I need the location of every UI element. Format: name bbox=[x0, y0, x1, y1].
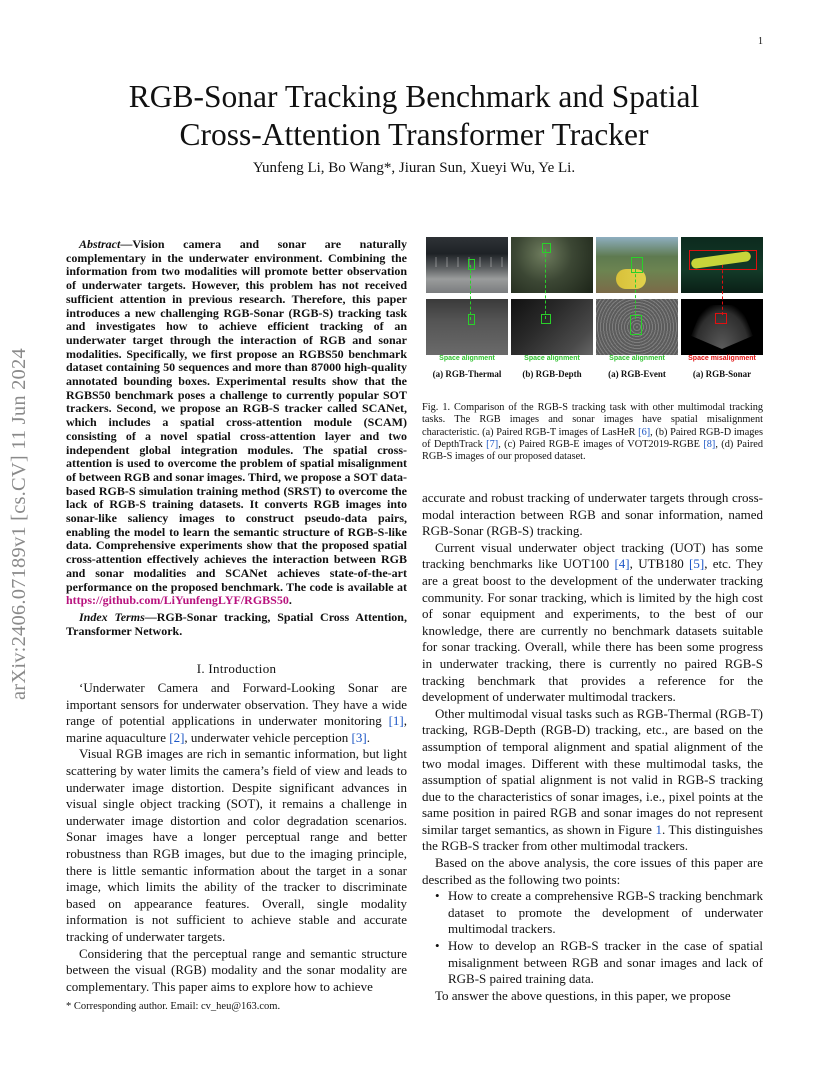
alignment-line bbox=[545, 249, 546, 319]
citation-5[interactable]: [5] bbox=[689, 556, 705, 572]
right-column-body bbox=[422, 490, 763, 1004]
intro-p1-text-d: . bbox=[366, 729, 370, 745]
misalignment-line bbox=[722, 265, 723, 315]
arxiv-identifier: arXiv:2406.07189v1 [cs.CV] 11 Jun 2024 bbox=[8, 348, 30, 700]
caption-text-b: , (b) Paired RGB-D images of DepthTrack bbox=[422, 426, 763, 450]
right-p3-text-b: . This distinguishes the RGB-S tracker from other multimodal trackers. bbox=[422, 821, 763, 854]
abstract bbox=[66, 238, 407, 608]
intro-p1-text-b: , marine aquaculture bbox=[66, 713, 407, 745]
abstract-label: Abstract bbox=[79, 237, 121, 251]
rgb-thermal-rgb-image bbox=[426, 237, 508, 293]
intro-p1-text-c: , underwater vehicle perception bbox=[184, 729, 352, 745]
caption-text-d: , (d) Paired RGB-S images of our proposed dataset. bbox=[422, 438, 763, 463]
index-terms-label: Index Terms bbox=[79, 610, 145, 624]
alignment-line bbox=[470, 265, 471, 320]
thermal-image bbox=[426, 299, 508, 355]
right-paragraph-3 bbox=[422, 706, 763, 855]
citation-6[interactable]: [6] bbox=[638, 426, 651, 438]
right-p3-text-a: Other multimodal visual tasks such as RGB-Thermal (RGB-T) tracking, RGB-Depth (RGB-D) tracking, etc., are based on the assumption of temporal alignment and spatial alignment of the two modal images. Different with these multimodal tasks, the assumption of spatial alignment is not valid in RGB-S tracking due to the characteristics of sonar images, i.e., pixel points at the same position in paired RGB and sonar images do not represent similar target semantics, as shown in Figure bbox=[422, 705, 763, 837]
citation-4[interactable]: [4] bbox=[614, 556, 630, 572]
align-label-1: Space alignment bbox=[439, 355, 495, 362]
align-label-4: Space misalignment bbox=[688, 355, 756, 362]
title-line-1: RGB-Sonar Tracking Benchmark and Spatial bbox=[128, 79, 700, 114]
right-p2-text-b: , UTB180 bbox=[629, 556, 690, 572]
list-item: • How to develop an RGB-S tracker in the case of spatial misalignment between RGB and sonar images and lack of RGB-S paired training data. bbox=[448, 938, 763, 988]
abstract-end: . bbox=[288, 593, 292, 608]
intro-paragraph-3: Considering that the perceptual range and semantic structure between the visual (RGB) modality and the sonar modality are complementary. This paper aims to explore how to achieve bbox=[66, 945, 407, 994]
rgb-depth-rgb-image bbox=[511, 237, 593, 293]
paper-title bbox=[60, 78, 768, 154]
index-terms bbox=[66, 611, 407, 638]
subcaption-rgbs: (a) RGB-Sonar bbox=[692, 369, 752, 379]
right-p2-text-a: Current visual underwater object tracking (UOT) has some tracking benchmarks like UOT100 bbox=[422, 539, 763, 572]
core-issues-list bbox=[422, 888, 763, 988]
subcaption-rgbd: (b) RGB-Depth bbox=[522, 369, 582, 379]
index-terms-text: —RGB-Sonar tracking, Spatial Cross Attention, Transformer Network. bbox=[66, 610, 407, 638]
subcaption-rgbt: (a) RGB-Thermal bbox=[432, 369, 502, 379]
right-paragraph-4: Based on the above analysis, the core issues of this paper are described as the following two points: bbox=[422, 855, 763, 887]
right-p2-text-c: , etc. They are a great boost to the development of the underwater tracking community. For sonar tracking, which is limited by the high cost of sonar equipment and experiments, to the best of our knowledge, there are currently no benchmark datasets suitable for sonar tracking. Overall, while there has been some progress in underwater tracking, there is currently no paired RGB-S tracking benchmark that provides a reference for the development of underwater multimodal trackers. bbox=[422, 556, 763, 705]
page-number: 1 bbox=[758, 36, 763, 47]
subcaption-rgbe: (a) RGB-Event bbox=[608, 369, 666, 379]
intro-paragraph-1 bbox=[66, 680, 407, 746]
right-paragraph-5: To answer the above questions, in this paper, we propose bbox=[435, 987, 731, 1003]
citation-7[interactable]: [7] bbox=[486, 438, 499, 450]
figure-caption bbox=[422, 402, 763, 463]
citation-2[interactable]: [2] bbox=[169, 729, 185, 745]
figure-1 bbox=[422, 237, 764, 377]
intro-paragraph-2: Visual RGB images are rich in semantic information, but light scattering by water limits the camera’s field of view and leads to underwater image distortion. Despite significant advances in visual single object tracking (SOT), it remains a challenge in underwater image distortion and color degradation scenarios. Sonar images have a longer perceptual range and better robustness than RGB images, but due to the imaging principle, there is little semantic information about the target in a sonar image, which limits the ability of the tracker to discriminate based on appearance features. Overall, single modality information is not sufficient to achieve stable and accurate tracking of underwater targets. bbox=[66, 746, 407, 944]
align-label-3: Space alignment bbox=[609, 355, 665, 362]
right-paragraph-1: accurate and robust tracking of underwater targets through cross-modal interaction between RGB and sonar information, named RGB-Sonar (RGB-S) tracking. bbox=[422, 490, 763, 539]
right-paragraph-2 bbox=[422, 540, 763, 706]
author-list: Yunfeng Li, Bo Wang*, Jiuran Sun, Xueyi Wu, Ye Li. bbox=[252, 160, 576, 176]
citation-8[interactable]: [8] bbox=[703, 438, 716, 450]
list-item: • How to create a comprehensive RGB-S tracking benchmark dataset to promote the development of underwater multimodal trackers. bbox=[448, 888, 763, 938]
depth-image bbox=[511, 299, 593, 355]
alignment-line bbox=[635, 269, 636, 319]
code-link[interactable]: https://github.com/LiYunfengLYF/RGBS50 bbox=[66, 593, 289, 608]
align-label-2: Space alignment bbox=[524, 355, 580, 362]
rgb-event-rgb-image bbox=[596, 237, 678, 293]
event-image bbox=[596, 299, 678, 355]
caption-text-a: Fig. 1. Comparison of the RGB-S tracking task with other multimodal tracking tasks. The RGB images and sonar images have spatial misalignment characteristic. (a) Paired RGB-T images of LasHeR bbox=[422, 402, 763, 438]
title-line-2: Cross-Attention Transformer Tracker bbox=[179, 117, 649, 152]
introduction-body bbox=[66, 680, 407, 995]
citation-3[interactable]: [3] bbox=[351, 729, 367, 745]
citation-1[interactable]: [1] bbox=[388, 713, 404, 729]
figure-reference[interactable]: 1 bbox=[655, 821, 662, 837]
abstract-text: —Vision camera and sonar are naturally complementary in the underwater environment. Combining the information from two modalities will promote better observation of underwater targets. However, this problem has not received sufficient attention in previous research. Therefore, this paper introduces a new challenging RGB-Sonar (RGB-S) tracking task and investigates how to achieve efficient tracking of an underwater target through the interaction of RGB and sonar modalities. Specifically, we first propose an RGBS50 benchmark dataset containing 50 sequences and more than 87000 high-quality annotated bounding boxes. Experimental results show that the RGBS50 benchmark poses a challenge to currently popular SOT trackers. Second, we propose an RGB-S tracker called SCANet, which includes a spatial cross-attention module (SCAM) consisting of a novel spatial cross-attention layer and two independent global integration modules. The spatial cross-attention is used to overcome the problem of spatial misalignment of between RGB and sonar images. Third, we propose a SOT data-based RGB-S simulation training method (SRST) to overcome the lack of RGB-S training datasets. It converts RGB images into sonar-like saliency images to construct pseudo-data pairs, enabling the model to learn the semantic structure of RGB-S-like data. Comprehensive experiments show that the proposed spatial cross-attention effectively achieves the interaction between RGB and sonar modalities and SCANet achieves state-of-the-art performance on the proposed benchmark. The code is available at bbox=[66, 237, 407, 594]
section-heading-introduction: I. Introduction bbox=[196, 661, 277, 676]
footnote: * Corresponding author. Email: cv_heu@163.com. bbox=[66, 1001, 281, 1012]
intro-p1-text-a: ‘Underwater Camera and Forward-Looking Sonar are important sensors for underwater observation. They have a wide range of potential applications in underwater monitoring bbox=[66, 680, 407, 729]
caption-text-c: , (c) Paired RGB-E images of VOT2019-RGBE bbox=[498, 438, 704, 450]
